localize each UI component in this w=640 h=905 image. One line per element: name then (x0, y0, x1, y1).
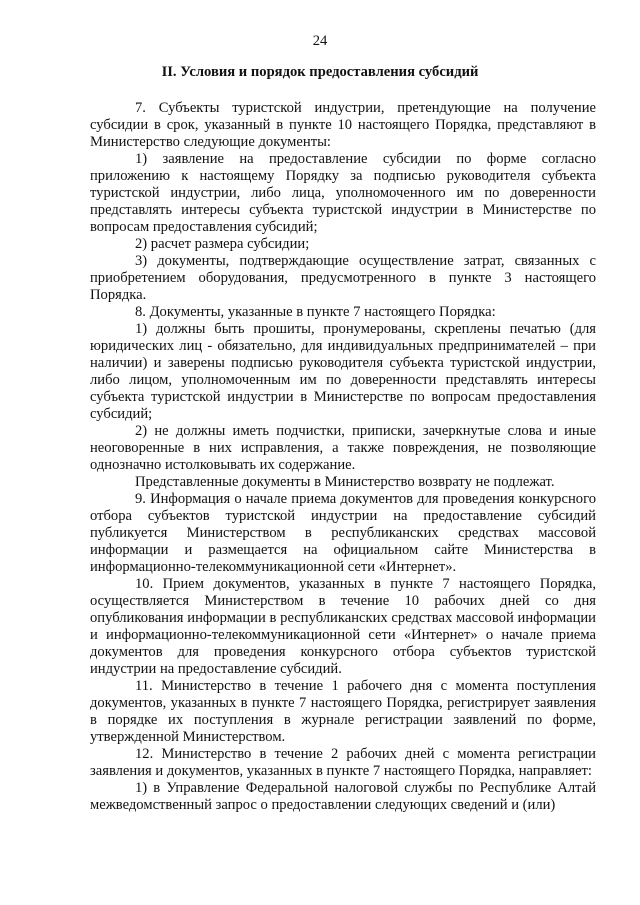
paragraph-12-item-1: 1) в Управление Федеральной налоговой службы по Республике Алтай межведомственный запрос о предоставлении следующих сведений и (или) (90, 780, 596, 813)
paragraph-7-item-1: 1) заявление на предоставление субсидии по форме согласно приложению к настоящему Порядку за подписью руководителя субъекта туристской индустрии, либо лица, уполномоченного им по доверенности представлять интересы субъекта туристской индустрии в Министерстве по вопросам предоставления субсидий; (90, 151, 596, 235)
paragraph-8-item-1: 1) должны быть прошиты, пронумерованы, скреплены печатью (для юридических лиц - обязательно, для индивидуальных предпринимателей – при наличии) и заверены подписью руководителя субъекта туристской индустрии, либо лицом, уполномоченным им по доверенности представлять интересы субъекта туристской индустрии в Министерстве по вопросам предоставления субсидий; (90, 321, 596, 422)
paragraph-8-item-2: 2) не должны иметь подчистки, приписки, зачеркнутые слова и иные неоговоренные в них исправления, а также повреждения, не позволяющие однозначно истолковывать их содержание. (90, 423, 596, 473)
paragraph-7-item-2: 2) расчет размера субсидии; (135, 236, 310, 252)
paragraph-10: 10. Прием документов, указанных в пункте 7 настоящего Порядка, осуществляется Министерством в течение 10 рабочих дней со дня опубликования информации в республиканских средствах массовой информации и информационно-телекоммуникационной сети «Интернет» о начале приема документов для проведения конкурсного отбора субъектов туристской индустрии на предоставление субсидий. (90, 576, 596, 677)
paragraph-12: 12. Министерство в течение 2 рабочих дней с момента регистрации заявления и документов, указанных в пункте 7 настоящего Порядка, направляет: (90, 746, 596, 779)
paragraph-9: 9. Информация о начале приема документов для проведения конкурсного отбора субъектов туристской индустрии на предоставление субсидий публикуется Министерством в республиканских средствах массовой информации и размещается на официальном сайте Министерства в информационно-телекоммуникационной сети «Интернет». (90, 491, 596, 575)
paragraph-8: 8. Документы, указанные в пункте 7 настоящего Порядка: (135, 304, 496, 320)
paragraph-7-item-3: 3) документы, подтверждающие осуществление затрат, связанных с приобретением оборудования, предусмотренного в пункте 3 настоящего Порядка. (90, 253, 596, 303)
paragraph-11: 11. Министерство в течение 1 рабочего дня с момента поступления документов, указанных в пункте 7 настоящего Порядка, регистрирует заявления в порядке их поступления в журнале регистрации заявлений по форме, утвержденной Министерством. (90, 678, 596, 745)
section-title: II. Условия и порядок предоставления субсидий (161, 64, 479, 80)
page-number: 24 (312, 33, 328, 49)
document-body (90, 100, 596, 814)
paragraph-7: 7. Субъекты туристской индустрии, претендующие на получение субсидии в срок, указанный в пункте 10 настоящего Порядка, представляют в Министерство следующие документы: (90, 100, 596, 150)
paragraph-8-note: Представленные документы в Министерство возврату не подлежат. (135, 474, 555, 490)
